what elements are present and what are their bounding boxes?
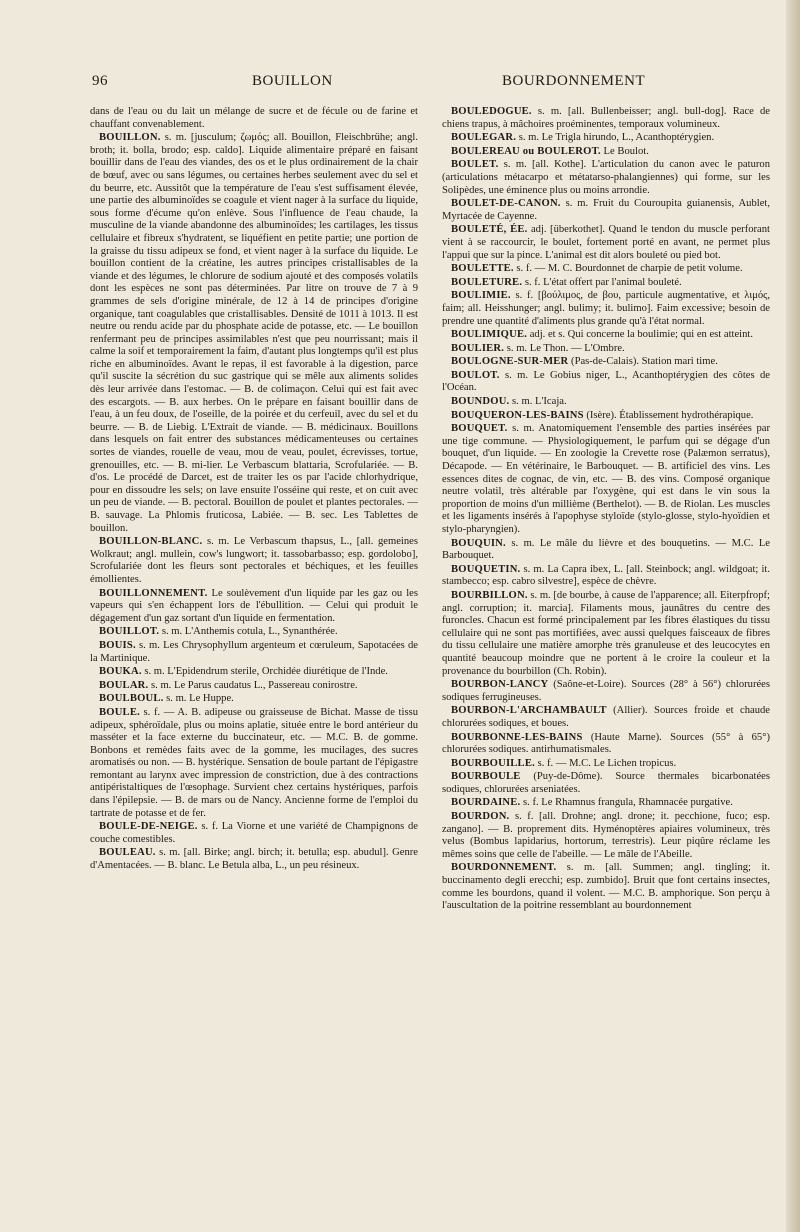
- entry-headword: BOUILLONNEMENT.: [99, 587, 208, 599]
- entry-text: Le Boulot.: [600, 145, 649, 157]
- entry-text: s. m. Le Parus caudatus L., Passereau conirostre.: [148, 679, 358, 691]
- dictionary-entry: [442, 396, 770, 409]
- entry-text: (Pas-de-Calais). Station mari time.: [568, 356, 718, 368]
- entry-headword: BOULE-DE-NEIGE.: [99, 821, 198, 833]
- right-column: [442, 106, 770, 914]
- running-header: [92, 73, 754, 93]
- entry-text: s. m. [de bourbe, à cause de l'apparence; all. Eiterpfropf; angl. corruption; it. marcia]. Filaments mous, jaunâtres du centre des furoncles. Chacun est formé principalement par les fibres élastiques du tissu cellulaire qui ne sont pas mortifiées, avec aussi quelques faisceaux de fibres du tissu cellulaire une matière amorphe très granuleuse et des leucocytes en quantité beaucoup moindre que ne portent à le croire la couleur et la provenance du bourbillon (Ch. Robin).: [442, 589, 770, 677]
- entry-text: adj. et s. Qui concerne la boulimie; qui en est atteint.: [527, 329, 754, 341]
- dictionary-entry: [442, 343, 770, 356]
- right-running-head: BOURDONNEMENT: [502, 73, 646, 89]
- entry-headword: BOUILLOT.: [99, 626, 160, 638]
- entry-headword: BOULETTE.: [451, 263, 514, 275]
- page-spine-edge: [786, 0, 800, 1232]
- entry-headword: BOURBILLON.: [451, 589, 528, 601]
- entry-headword: BOULOGNE-SUR-MER: [451, 356, 569, 368]
- entry-text: adj. [überkothet]. Quand le tendon du muscle perforant vient à se raccourcir, le boulet, fortement porté en avant, ne permet plus l'appui que sur la pince. L'animal est dit alors bouleté ou pied bot.: [442, 224, 770, 261]
- entry-text: s. f. — M. C. Bourdonnet de charpie de petit volume.: [513, 263, 743, 275]
- dictionary-entry: [442, 159, 770, 197]
- entry-text: Le soulèvement d'un liquide par les gaz ou les vapeurs qui s'en échappent lors de l'ébullition. — Celui qui produit le dégagement d'un gaz sortant d'un liquide en fermentation.: [90, 587, 418, 624]
- entry-text: s. f. Le Rhamnus frangula, Rhamnacée purgative.: [520, 797, 733, 809]
- dictionary-entry: [90, 707, 418, 820]
- entry-text: (Puy-de-Dôme). Source thermales bicarbonatées sodiques, chlorurées arseniatées.: [442, 771, 770, 795]
- dictionary-entry: [442, 423, 770, 536]
- entry-headword: BOURBON-L'ARCHAMBAULT: [451, 705, 607, 717]
- entry-headword: BOULET-DE-CANON.: [451, 198, 561, 210]
- entry-text: s. m. L'Epidendrum sterile, Orchidée diurétique de l'Inde.: [141, 666, 388, 678]
- entry-headword: BOURBONNE-LES-BAINS: [451, 731, 583, 743]
- dictionary-entry: [442, 370, 770, 395]
- dictionary-entry: [90, 588, 418, 626]
- entry-headword: BOURDONNEMENT.: [451, 862, 557, 874]
- entry-headword: BOURBOUILLE.: [451, 757, 535, 769]
- dictionary-entry: [442, 758, 770, 771]
- entry-headword: BOUKA.: [99, 666, 142, 678]
- entry-text: s. m. Le mâle du lièvre et des bouquetins. — M.C. Le Barbouquet.: [442, 537, 770, 562]
- dictionary-entry: [90, 132, 418, 535]
- dictionary-entry: [442, 862, 770, 912]
- entry-text: s. m. [all. Summen; angl. tingling; it. buccinamento degli erecchi; esp. zumbido]. Bruit que font certains insectes, comme les bourdons, quand il volent. — M.C. B. amphorique. Son perçu à l'auscultation de la poitrine ressemblant au bourdonnement: [442, 862, 770, 912]
- entry-text: s. m. Les Chrysophyllum argenteum et cœruleum, Sapotacées de la Martinique.: [90, 639, 418, 664]
- entry-text: s. m. Le Verbascum thapsus, L., [all. gemeines Wolkraut; angl. mullein, cow's lungwort; it. tassobarbasso; esp. gordolobo], Scrofulariée dont les fleurs sont pectorales et béchiques, et les feuilles émollientes.: [90, 536, 418, 585]
- dictionary-entry: [90, 536, 418, 586]
- entry-text: s. m. Le Huppe.: [163, 693, 234, 705]
- entry-text: s. f. [all. Drohne; angl. drone; it. pecchione, fuco; esp. zangano]. — B. proprement dits. Hyménoptères apiaires volumineux, très velus (Bombus lapidarius, hortorum, terrestris). Leur piqûre réclame les mêmes soins que celle de l'abeille. — Le mâle de l'Abeille.: [442, 811, 770, 860]
- entry-text: s. m. La Capra ibex, L. [all. Steinbock; angl. wildgoat; it. stambecco; esp. cabro silvestre], espèce de chèvre.: [442, 563, 770, 588]
- dictionary-entry: [442, 277, 770, 290]
- entry-text: s. m. [all. Birke; angl. birch; it. betulla; esp. abudul]. Genre d'Amentacées. — B. blanc. Le Betula alba, L., un peu résineux.: [90, 847, 418, 872]
- entry-headword: BOUILLON-BLANC.: [99, 536, 203, 548]
- dictionary-entry: [442, 132, 770, 145]
- entry-headword: BOULIER.: [451, 342, 505, 354]
- entry-headword: BOULOT.: [451, 369, 500, 381]
- dictionary-entry: [442, 590, 770, 678]
- dictionary-entry: [442, 224, 770, 262]
- entry-headword: BOULBOUL.: [99, 693, 164, 705]
- entry-text: (Allier). Sources froide et chaude chlorurées sodiques, et boues.: [442, 705, 770, 729]
- dictionary-entry: [90, 626, 418, 639]
- dictionary-entry: [442, 538, 770, 563]
- entry-headword: BOULET.: [451, 159, 499, 171]
- dictionary-entry: [442, 146, 770, 159]
- entry-headword: BOURDON.: [451, 811, 510, 823]
- entry-headword: BOUQUET.: [451, 423, 508, 435]
- entry-text: s. m. L'Icaja.: [509, 396, 567, 408]
- entry-text: s. f. — A. B. adipeuse ou graisseuse de Bichat. Masse de tissu adipeux, sphéroïdale, plus ou moins aplatie, située entre le bord antérieur du masséter et la face externe du buccinateur, etc. — M.C. B. de gomme. Bonbons et remèdes faits avec de la gomme, les mucilages, des sucres aromatisés ou non. — B. hystérique. Sensation de boule partant de l'épigastre remontant au larynx avec impression de constriction, due à des contractions antipéristaltiques de l'œsophage. Survient chez certains hystériques, parfois dans l'épilepsie. — B. de mars ou de Nancy. Ancienne forme de l'emploi du tartrate de potasse et de fer.: [90, 706, 418, 819]
- entry-headword: BOULEDOGUE.: [451, 106, 532, 117]
- entry-headword: BOURBOULE: [451, 771, 521, 783]
- dictionary-entry: [442, 564, 770, 589]
- dictionary-entry: [90, 821, 418, 846]
- entry-text: s. m. L'Anthemis cotula, L., Synanthérée.: [159, 626, 338, 638]
- entry-text: dans de l'eau ou du lait un mélange de sucre et de fécule ou de farine et chauffant convenablement.: [90, 106, 418, 130]
- dictionary-entry: [442, 263, 770, 276]
- entry-headword: BOULETURE.: [451, 276, 523, 288]
- dictionary-entry: [90, 666, 418, 679]
- dictionary-entry: [442, 329, 770, 342]
- entry-headword: BOUQUIN.: [451, 537, 506, 549]
- entry-text: s. m. [all. Kothe]. L'articulation du canon avec le paturon (articulations métacarpo et métatarso-phalangiennes) qui forme, sur les Solipèdes, une éminence plus ou moins arrondie.: [442, 159, 770, 196]
- entry-headword: BOULEAU.: [99, 847, 156, 859]
- dictionary-entry: [442, 797, 770, 810]
- left-column: [90, 106, 418, 874]
- entry-headword: BOUILLON.: [99, 132, 161, 144]
- entry-text: (Saône-et-Loire). Sources (28° à 56°) chlorurées sodiques ferrugineuses.: [442, 679, 770, 703]
- entry-headword: BOUQUETIN.: [451, 563, 521, 575]
- entry-headword: BOUQUERON-LES-BAINS: [451, 409, 584, 421]
- dictionary-entry: [442, 679, 770, 704]
- dictionary-entry: [90, 693, 418, 706]
- entry-headword: BOURBON-LANCY: [451, 679, 549, 691]
- entry-headword: BOULAR.: [99, 679, 149, 691]
- entry-text: (Haute Marne). Sources (55° à 65°) chlorurées sodiques. antirhumatismales.: [442, 731, 770, 756]
- entry-headword: BOUIS.: [99, 639, 136, 651]
- entry-headword: BOURDAINE.: [451, 797, 521, 809]
- entry-text: s. m. Fruit du Couroupita guianensis, Aublet, Myrtacée de Cayenne.: [442, 198, 770, 222]
- entry-text: s. m. Le Thon. — L'Ombre.: [504, 342, 625, 354]
- dictionary-entry: [442, 811, 770, 861]
- entry-headword: BOULE.: [99, 706, 140, 718]
- entry-headword: BOUNDOU.: [451, 396, 510, 408]
- dictionary-entry: [442, 705, 770, 730]
- entry-text: s. m. [all. Bullenbeisser; angl. bull-dog]. Race de chiens trapus, à mâchoires proéminentes, temporaux volumineux.: [442, 106, 770, 130]
- page-number: 96: [92, 73, 108, 89]
- dictionary-entry: [442, 106, 770, 131]
- dictionary-entry: [442, 198, 770, 223]
- dictionary-entry: [90, 680, 418, 693]
- entry-headword: BOULETÉ, ÉE.: [451, 224, 528, 236]
- entry-headword: BOULIMIQUE.: [451, 329, 528, 341]
- dictionary-entry: [90, 106, 418, 131]
- entry-text: s. f. — M.C. Le Lichen tropicus.: [534, 757, 677, 769]
- entry-headword: BOULEREAU ou BOULEROT.: [451, 145, 601, 157]
- entry-headword: BOULIMIE.: [451, 290, 511, 302]
- dictionary-entry: [442, 290, 770, 328]
- dictionary-entry: [442, 356, 770, 369]
- entry-text: s. m. Anatomiquement l'ensemble des parties insérées par une tige commune. — Physiologiquement, le parfum qui se dégage d'un bouquet, d'un liquide. — En zoologie la Crevette rose (Palæmon serratus), Décapode. — En vétérinaire, le Barbouquet. — B. artificiel des vins. Les essences dites de cognac, de vin, etc. — B. des vins. Composé organique neutre volatil, très altérable par l'oxygène, qui est dans le vin sous la proportion de moins d'un millième (Berthelot). — B. de Riolan. Les muscles et les ligaments insérés à l'apophyse styloïde (stylo-glosse, stylo-hyoïdien et stylo-pharyngien).: [442, 423, 770, 535]
- entry-text: s. m. Le Gobius niger, L., Acanthoptérygien des côtes de l'Océan.: [442, 369, 770, 394]
- entry-headword: BOULEGAR.: [451, 132, 517, 144]
- entry-text: (Isère). Établissement hydrothérapique.: [583, 409, 754, 421]
- dictionary-entry: [442, 410, 770, 423]
- entry-text: s. m. [jusculum; ζωμός; all. Bouillon, Fleischbrühe; angl. broth; it. bolla, brodo; esp. caldo]. Liquide alimentaire préparé en faisant bouillir dans de l'eau des viandes, des os et le plus ordinairement de la chair de bœuf, avec ou sans légumes, ou certaines herbes seulement avec du sel et du beurre, etc. Aussitôt que la température de l'eau s'est suffisament élevée, une partie des albuminoïdes se coagule et vient nager à la surface du liquide, sous forme d'écume qu'on enlève. Sous l'influence de l'eau chaude, la musculine de la viande abandonne des albuminoïdes; les cartilages, les tissus cellulaire et fibreux s'hydratent, se liquéfient en petite partie; une portion de la graisse du tissu adipeux se fond, et vient nager à la surface du liquide. Le bouillon contient de la créatine, les autres principes cristallisables de la viande et des légumes, le chlorure de sodium ajouté et des composés volatils dont les espèces ne sont pas déterminées. Par litre on trouve de 7 à 9 grammes de sels d'origine minérale, de 12 à 14 de principes d'origine organique, tant coagulables que cristallisables. Densité de 1011 à 1013. Il est neutre ou rendu acide par du phosphate acide de potasse, etc. — Le bouillon renfermant peu de principes assimilables n'est que peu nourrissant; mais il calme la soif et temporairement la faim, d'autant plus longtemps qu'il est plus riche en albuminoïdes. Avant le repas, il est favorable à la digestion, parce qu'il suscite la sécrétion du suc gastrique qui se mêle aux aliments solides dès leur arrivée dans l'estomac. — B. de colimaçon. Celui qui est fait avec des escargots. — B. aux herbes. On le prépare en faisant bouillir dans de l'eau, à un feu doux, de l'oseille, de la poirée et du cerfeuil, avec du sel et du beurre. — B. de Liebig. L'Extrait de viande. — B. médicinaux. Bouillons dans lesquels on fait entrer des substances médicamenteuses ou certaines sortes de viandes, rouelle de veau, mou de veau, poulet, écrevisses, tortue, grenouilles, etc. — B. mi-lier. Le Verbascum blattaria, Scrofulariée. — B. d'os. Le procédé de Darcet, est de traiter les os par l'acide chlorhydrique, pour en dissoudre les sels; on lave ensuite l'osséine qui reste, et on cuit avec un peu de viande. — B. pectoral. Bouillon de poulet et plantes pectorales. — B. sauvage. La Phlomis fruticosa, Labiée. — B. sec. Les Tablettes de bouillon.: [90, 132, 418, 534]
- entry-text: s. m. Le Trigla hirundo, L., Acanthoptérygien.: [516, 132, 715, 144]
- entry-text: s. f. [βούλιμος, de βου, particule augmentative, et λιμός, faim; all. Heisshunger; angl. bulimy; it. bulimo]. Faim excessive; besoin de prendre une quantité d'aliments plus grande qu'à l'état normal.: [442, 290, 770, 327]
- entry-text: s. f. La Viorne et une variété de Champignons de couche comestibles.: [90, 821, 418, 845]
- dictionary-entry: [442, 732, 770, 757]
- entry-text: s. f. L'état offert par l'animal bouleté.: [522, 276, 682, 288]
- left-running-head: BOUILLON: [252, 73, 333, 89]
- dictionary-entry: [442, 771, 770, 796]
- dictionary-entry: [90, 640, 418, 665]
- dictionary-entry: [90, 847, 418, 872]
